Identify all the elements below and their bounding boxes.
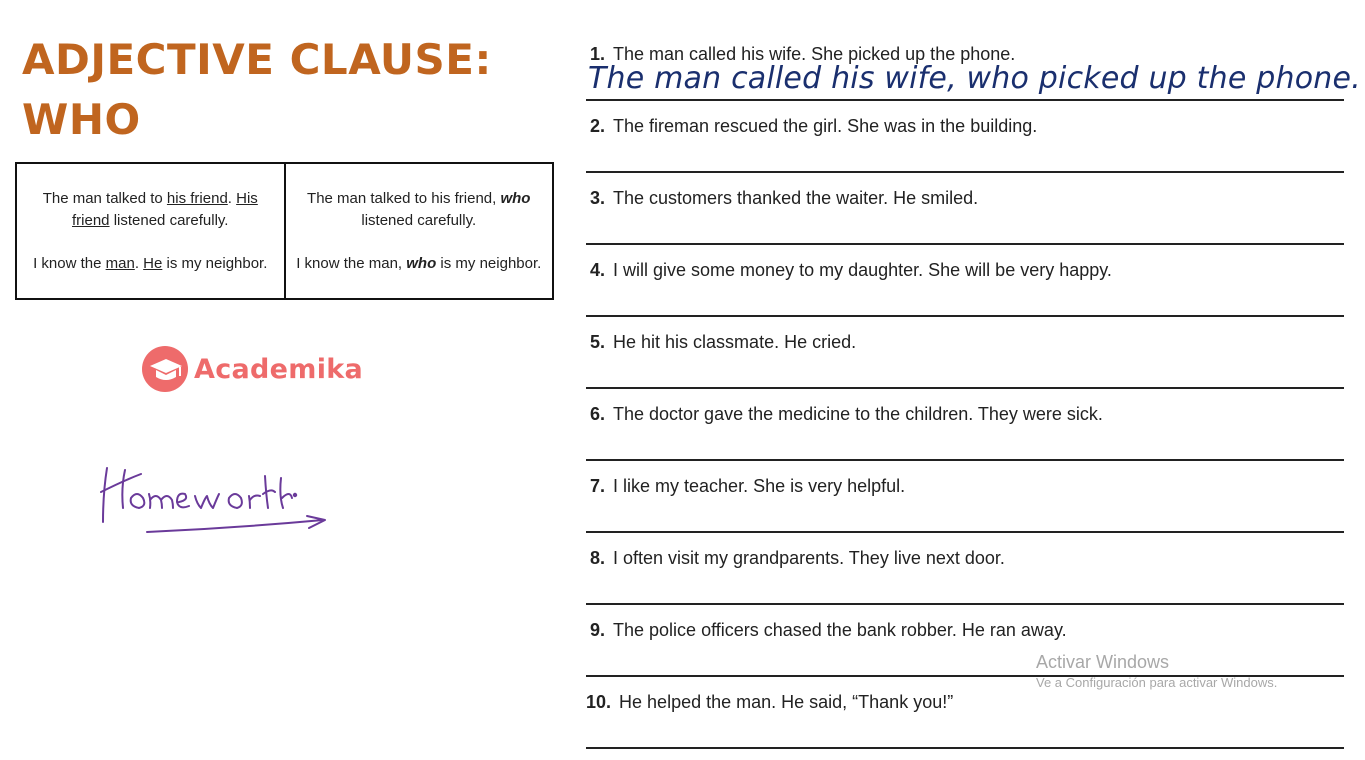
underlined-noun: man: [105, 255, 135, 272]
example-text: is my neighbor.: [436, 255, 542, 272]
watermark-title: Activar Windows: [1036, 652, 1170, 672]
underlined-pronoun: His: [236, 190, 258, 207]
exercise-number: 8.: [590, 548, 606, 568]
exercise-number: 4.: [590, 260, 606, 280]
example-column-original: [17, 164, 284, 298]
exercise-number: 1.: [590, 44, 606, 64]
underlined-noun: his friend: [166, 190, 228, 207]
example-text: is my neighbor.: [162, 255, 268, 272]
example-text: listened carefully.: [109, 212, 229, 229]
exercise-item-6: [586, 400, 1344, 472]
example-text: I know the man,: [296, 255, 407, 272]
exercise-sentence: The fireman rescued the girl. She was in the building.: [613, 116, 1038, 136]
example-combined-2: [294, 253, 545, 275]
exercise-number: 3.: [590, 188, 606, 208]
exercise-prompt: [590, 188, 978, 209]
answer-line[interactable]: [586, 531, 1344, 533]
exercise-item-1: [586, 40, 1361, 112]
title-line-1: ADJECTIVE CLAUSE:: [22, 35, 492, 84]
handwritten-homework-note: [95, 458, 335, 553]
answer-line[interactable]: [586, 675, 1344, 677]
exercise-item-10: [586, 688, 1344, 760]
underlined-pronoun: He: [143, 255, 163, 272]
exercise-sentence: He hit his classmate. He cried.: [613, 332, 857, 352]
handwritten-answer: The man called his wife, who picked up the phone.: [588, 61, 1361, 96]
exercise-sentence: He helped the man. He said, “Thank you!”: [619, 692, 954, 712]
exercise-sentence: The police officers chased the bank robber. He ran away.: [613, 620, 1067, 640]
exercise-prompt: [590, 116, 1037, 137]
graduation-cap-icon: [142, 346, 188, 392]
page-title: [22, 30, 542, 150]
title-line-2: WHO: [22, 95, 141, 144]
answer-line[interactable]: [586, 387, 1344, 389]
exercise-item-9: [586, 616, 1344, 688]
exercise-prompt: [590, 404, 1103, 425]
example-text: listened carefully.: [361, 212, 477, 229]
example-combined-1: [294, 188, 545, 232]
exercise-prompt: [590, 476, 905, 497]
logo-text: Academika: [194, 353, 364, 385]
handwritten-text: [335, 458, 336, 459]
academika-logo: [142, 346, 363, 392]
answer-line[interactable]: [586, 459, 1344, 461]
answer-line[interactable]: [586, 747, 1344, 749]
example-table: [15, 162, 554, 300]
watermark-subtitle: Ve a Configuración para activar Windows.: [1036, 675, 1278, 690]
example-sentence-1: [25, 188, 276, 232]
underlined-pronoun: friend: [72, 212, 110, 229]
answer-line[interactable]: [586, 171, 1344, 173]
exercise-prompt: [590, 260, 1112, 281]
example-column-combined: [284, 164, 553, 298]
example-text: The man talked to: [42, 190, 167, 207]
exercise-sentence: I often visit my grandparents. They live next door.: [613, 548, 1005, 568]
exercise-sentence: I like my teacher. She is very helpful.: [613, 476, 906, 496]
example-text: .: [227, 190, 237, 207]
exercise-number: 2.: [590, 116, 606, 136]
exercise-prompt: [590, 620, 1067, 641]
example-text: .: [134, 255, 144, 272]
answer-line[interactable]: [586, 315, 1344, 317]
exercise-prompt: [590, 332, 856, 353]
exercise-sentence: The customers thanked the waiter. He smiled.: [613, 188, 979, 208]
exercise-number: 5.: [590, 332, 606, 352]
exercise-prompt: [590, 548, 1005, 569]
answer-line[interactable]: [586, 99, 1344, 101]
exercise-item-2: [586, 112, 1344, 184]
example-sentence-2: [25, 253, 276, 275]
relative-pronoun: who: [500, 190, 531, 207]
exercise-number: 6.: [590, 404, 606, 424]
answer-line[interactable]: [586, 243, 1344, 245]
exercise-item-4: [586, 256, 1344, 328]
exercise-sentence: The doctor gave the medicine to the children. They were sick.: [613, 404, 1103, 424]
exercise-item-5: [586, 328, 1344, 400]
exercise-item-8: [586, 544, 1344, 616]
exercise-number: 7.: [590, 476, 606, 496]
exercise-prompt: [586, 692, 953, 713]
exercise-item-7: [586, 472, 1344, 544]
exercise-sentence: I will give some money to my daughter. She will be very happy.: [613, 260, 1112, 280]
relative-pronoun: who: [406, 255, 437, 272]
exercise-number: 9.: [590, 620, 606, 640]
answer-line[interactable]: [586, 603, 1344, 605]
exercise-sentence: The man called his wife. She picked up the phone.: [613, 44, 1016, 64]
exercise-number: 10.: [586, 692, 612, 712]
example-text: The man talked to his friend,: [307, 190, 501, 207]
exercise-item-3: [586, 184, 1344, 256]
example-text: I know the: [33, 255, 106, 272]
